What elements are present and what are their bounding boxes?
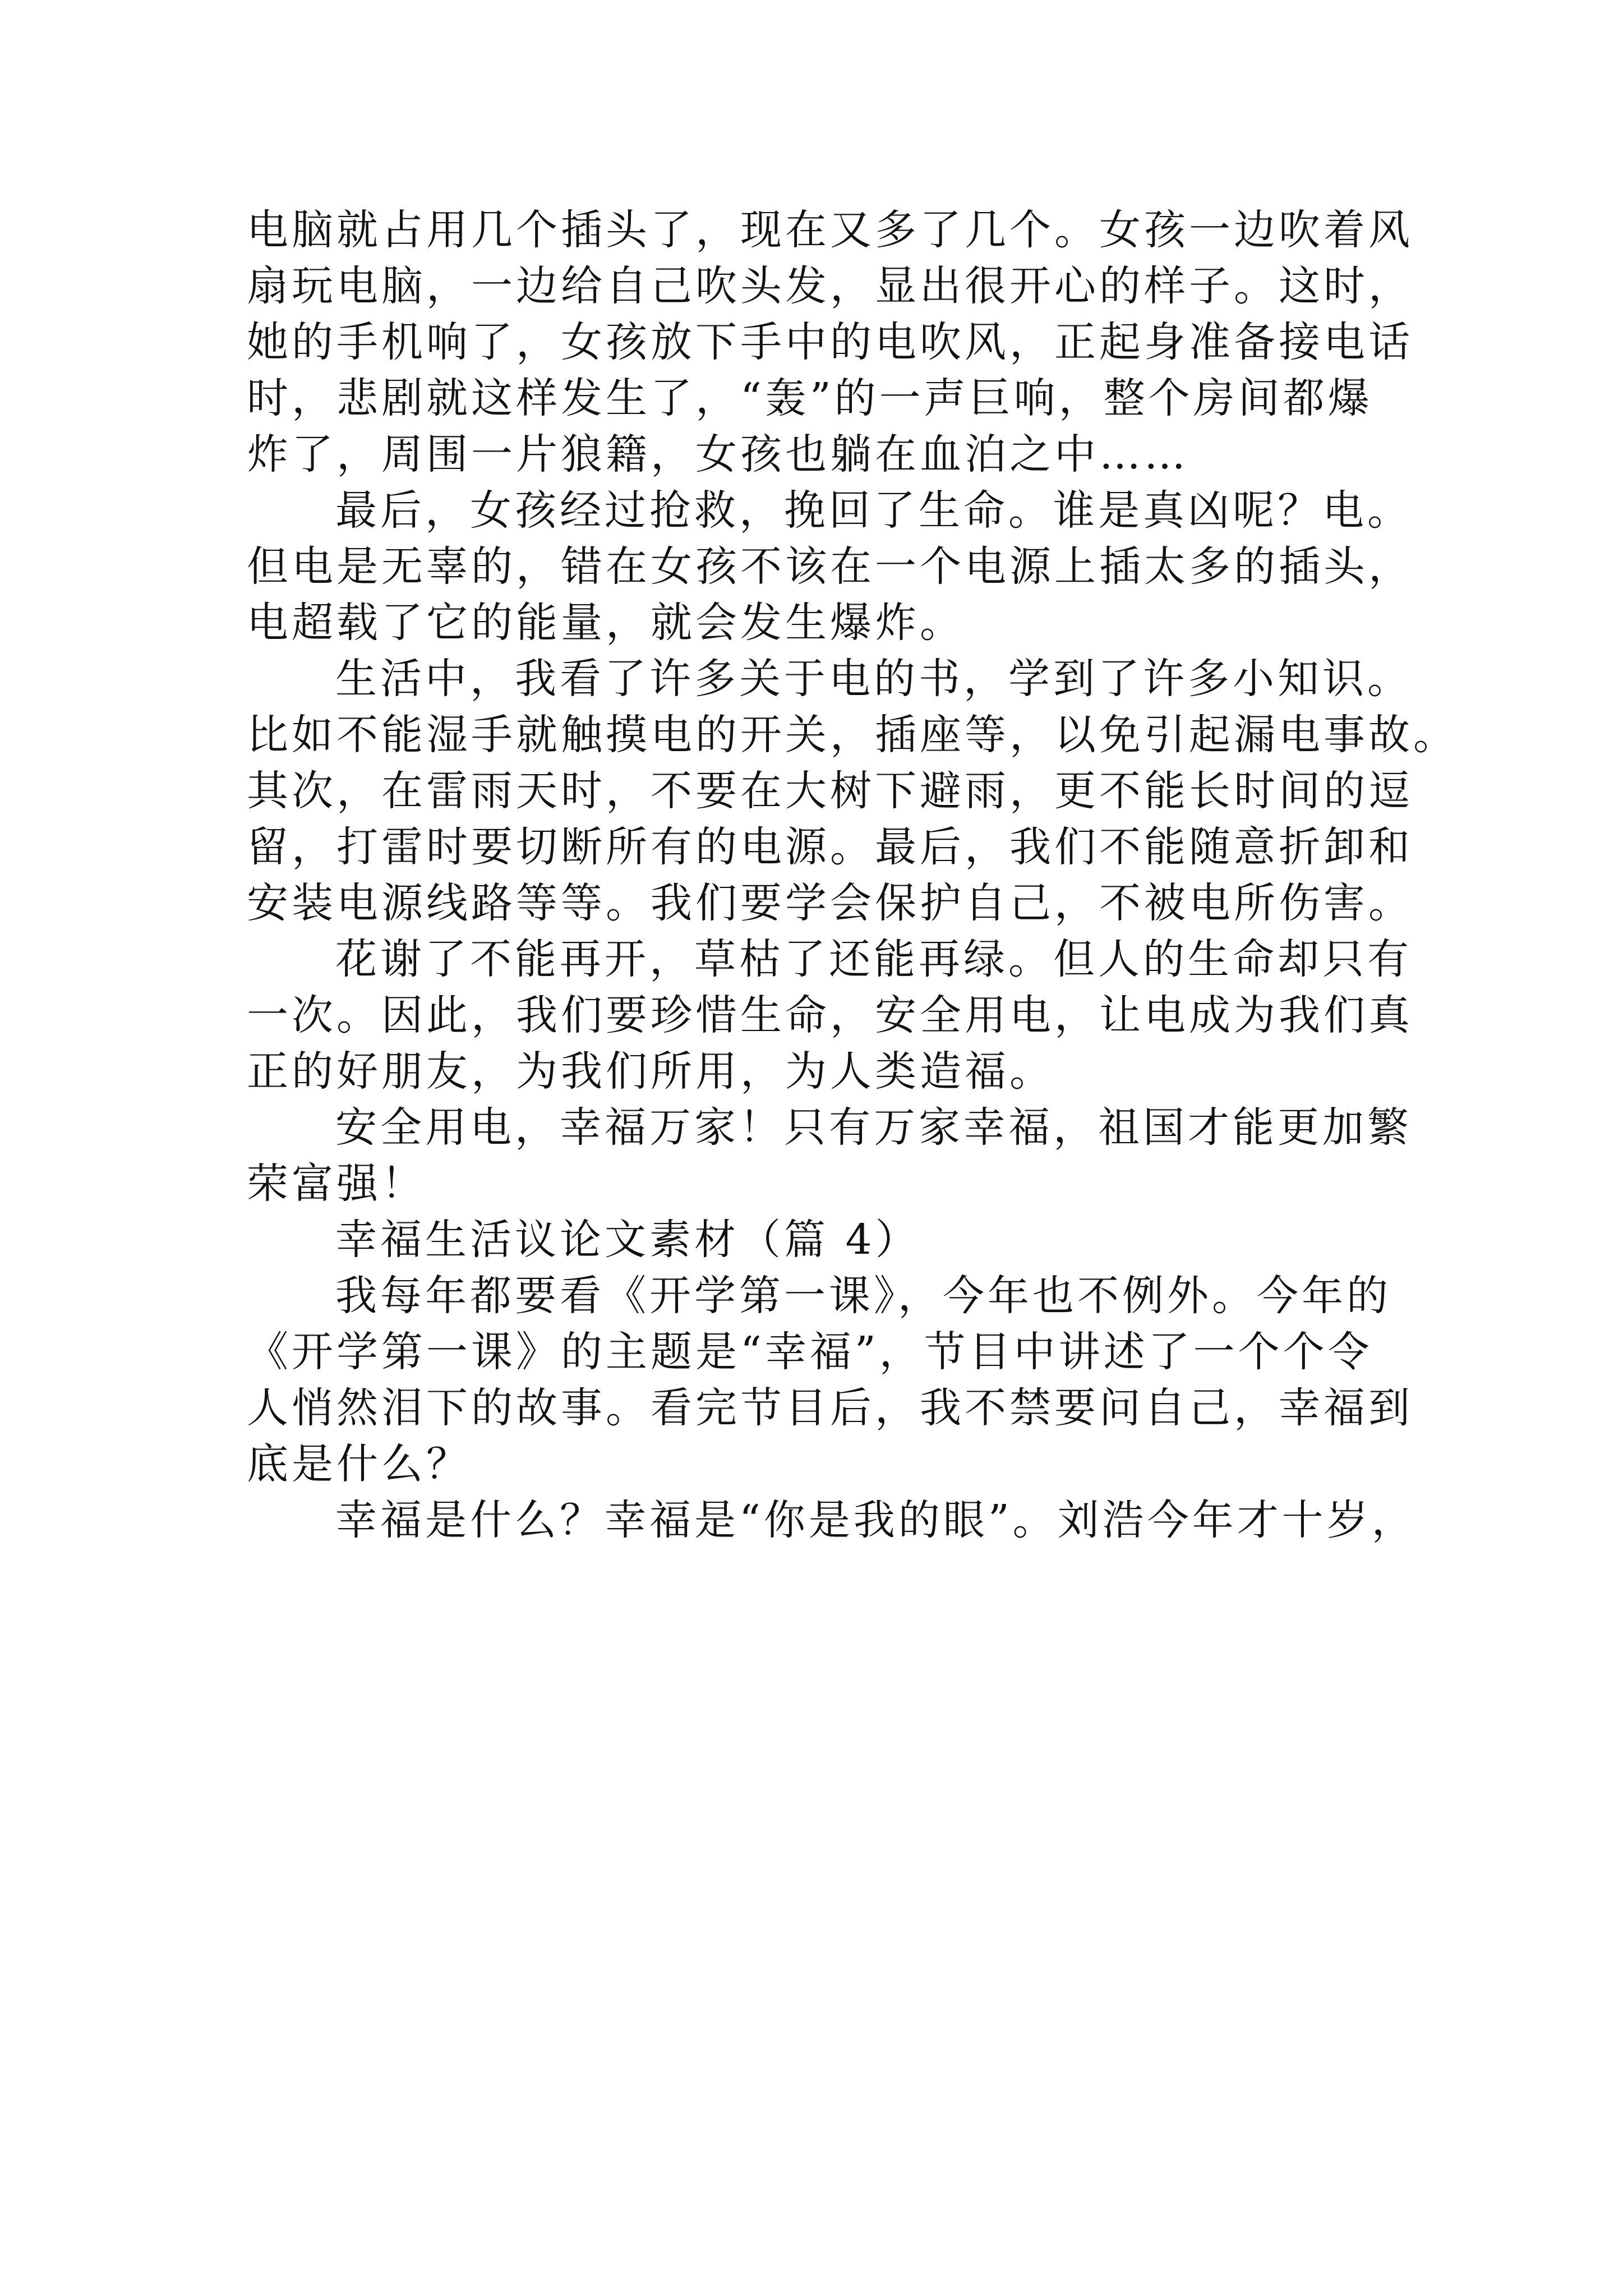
text-line: 电脑就占用几个插头了，现在又多了几个。女孩一边吹着风 — [247, 206, 1413, 254]
paragraph-first-line: 最后，女孩经过抢救，挽回了生命。谁是真凶呢？电。 — [335, 486, 1412, 535]
text-line: 其次，在雷雨天时，不要在大树下避雨，更不能长时间的逗 — [247, 767, 1413, 815]
paragraph-first-line: 幸福是什么？幸福是“你是我的眼”。刘浩今年才十岁， — [335, 1496, 1417, 1544]
paragraph-first-line: 安全用电，幸福万家！只有万家幸福，祖国才能更加繁 — [335, 1103, 1412, 1152]
text-line: 留，打雷时要切断所有的电源。最后，我们不能随意折卸和 — [247, 823, 1413, 871]
text-line: 《开学第一课》的主题是“幸福”，节目中讲述了一个个令 — [247, 1328, 1373, 1376]
section-heading: 幸福生活议论文素材（篇 4） — [335, 1216, 920, 1264]
document-body — [247, 202, 1458, 1548]
text-line: 人悄然泪下的故事。看完节目后，我不禁要问自己，幸福到 — [247, 1384, 1413, 1432]
text-line: 一次。因此，我们要珍惜生命，安全用电，让电成为我们真 — [247, 991, 1413, 1039]
text-line: 安装电源线路等等。我们要学会保护自己，不被电所伤害。 — [247, 879, 1413, 927]
text-line: 荣富强！ — [247, 1159, 426, 1208]
text-line: 但电是无辜的，错在女孩不该在一个电源上插太多的插头， — [247, 542, 1413, 591]
paragraph-first-line: 生活中，我看了许多关于电的书，学到了许多小知识。 — [335, 655, 1412, 703]
text-line: 正的好朋友，为我们所用，为人类造福。 — [247, 1047, 1054, 1096]
text-line: 电超载了它的能量，就会发生爆炸。 — [247, 599, 965, 647]
text-line: 底是什么？ — [247, 1440, 471, 1488]
text-line: 炸了，周围一片狼籍，女孩也躺在血泊之中…… — [247, 430, 1189, 478]
text-line: 扇玩电脑，一边给自己吹头发，显出很开心的样子。这时， — [247, 262, 1413, 310]
text-line: 时，悲剧就这样发生了，“轰”的一声巨响，整个房间都爆 — [247, 374, 1373, 422]
paragraph-first-line: 我每年都要看《开学第一课》，今年也不例外。今年的 — [335, 1272, 1391, 1320]
text-line: 比如不能湿手就触摸电的开关，插座等，以免引起漏电事故。 — [247, 711, 1458, 759]
text-line: 她的手机响了，女孩放下手中的电吹风，正起身准备接电话 — [247, 318, 1413, 366]
paragraph-first-line: 花谢了不能再开，草枯了还能再绿。但人的生命却只有 — [335, 935, 1412, 983]
